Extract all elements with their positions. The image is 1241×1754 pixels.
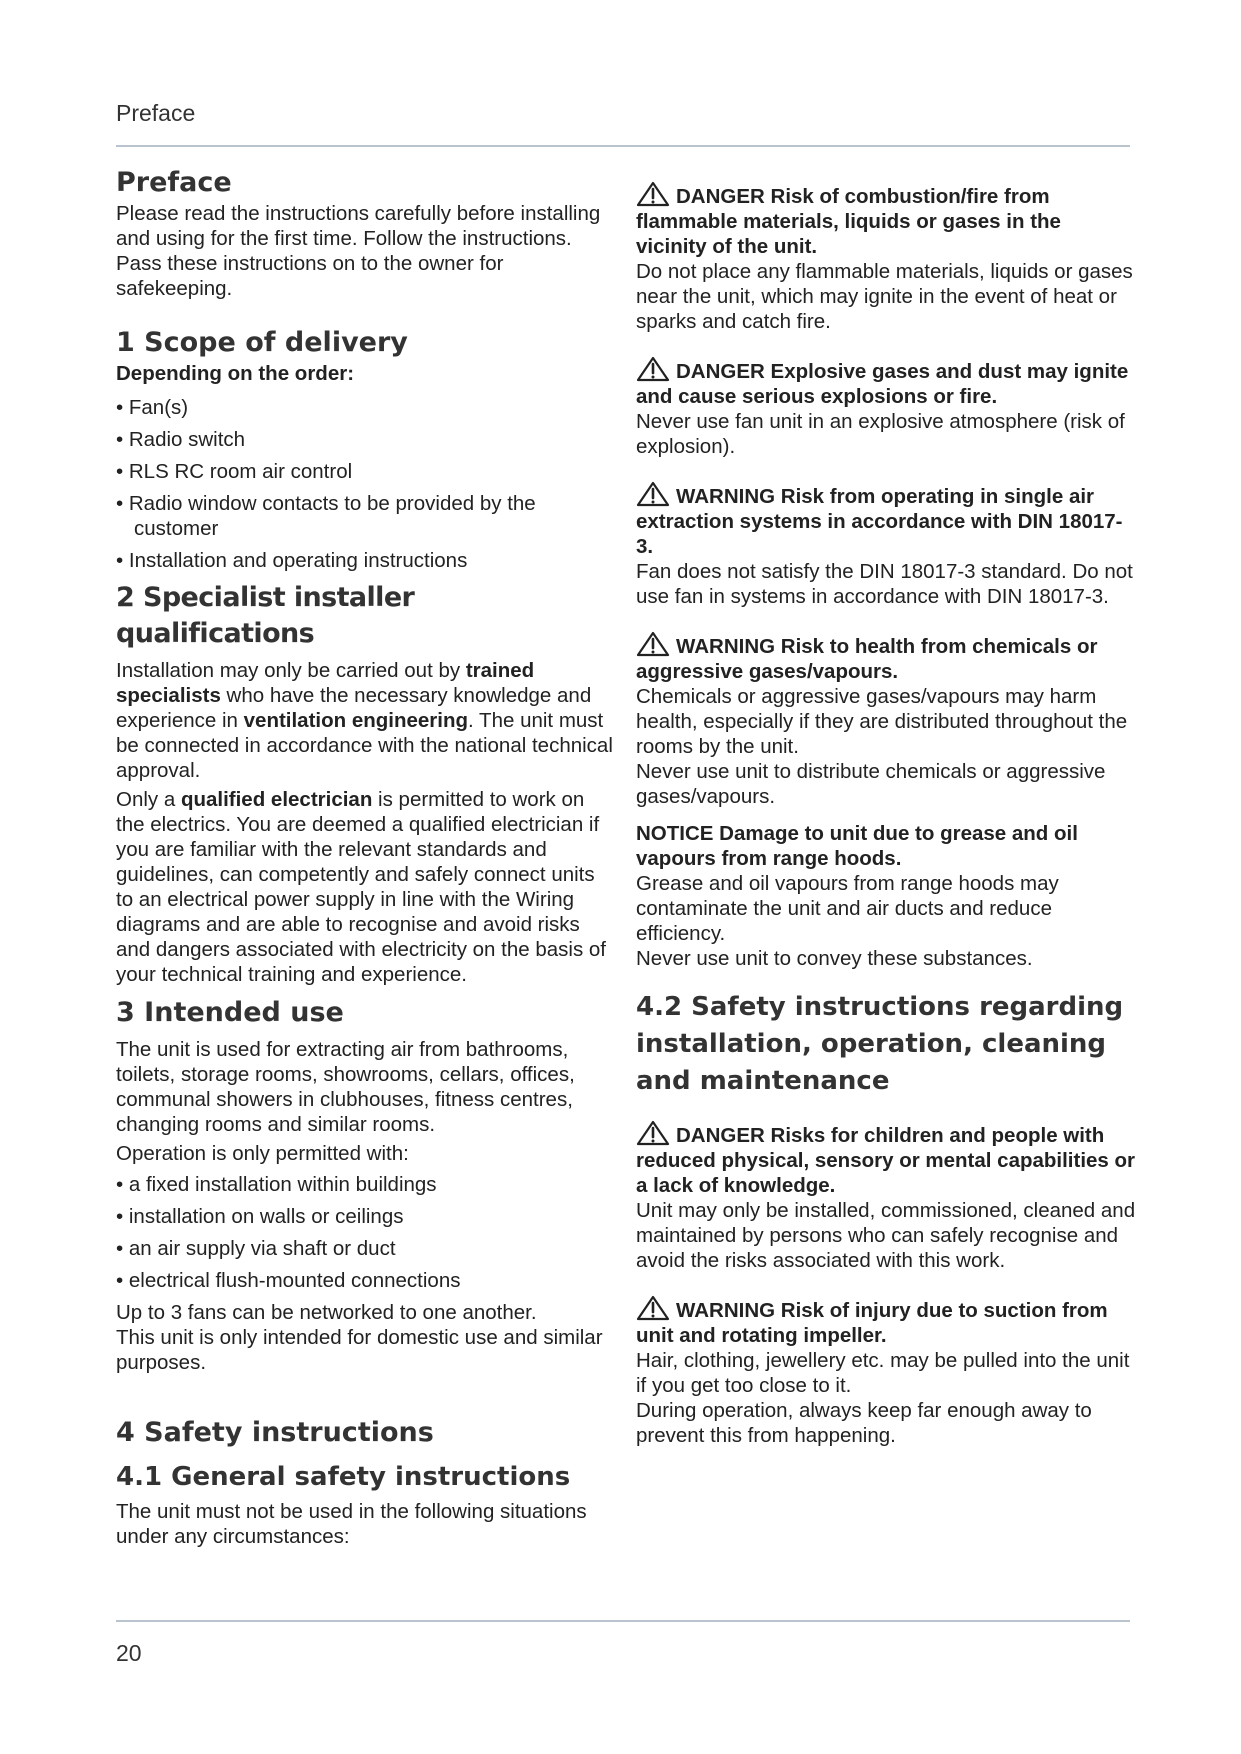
- list-item: • Radio window contacts to be provided by the customer: [116, 492, 536, 540]
- preface-text: Please read the instructions carefully before installing and using for the first time. Follow the instructions. Pass these instructions on to the owner for safekeeping.: [116, 202, 601, 300]
- warning-chemicals: [636, 631, 1136, 809]
- warning-din: [636, 481, 1136, 609]
- warning-triangle-icon: [636, 481, 670, 507]
- domestic-use-text: This unit is only intended for domestic use and similar purposes.: [116, 1326, 603, 1374]
- intended-use-list: [116, 1172, 616, 1293]
- general-safety-text: The unit must not be used in the following situations under any circumstances:: [116, 1500, 587, 1548]
- warning-text: Fan does not satisfy the DIN 18017-3 standard. Do not use fan in systems in accordance with DIN 18017-3.: [636, 560, 1133, 608]
- warning-suction: [636, 1295, 1136, 1448]
- list-item: • Radio switch: [116, 428, 246, 451]
- notice-text: Never use unit to convey these substances.: [636, 947, 1033, 970]
- danger-explosive: [636, 356, 1136, 459]
- warning-triangle-icon: [636, 1295, 670, 1321]
- scope-heading: 1 Scope of delivery: [116, 327, 408, 358]
- intended-use-heading: 3 Intended use: [116, 997, 344, 1028]
- list-item: • Installation and operating instructions: [116, 549, 468, 572]
- list-item: • Fan(s): [116, 396, 189, 419]
- warning-text: Never use unit to distribute chemicals or aggressive gases/vapours.: [636, 760, 1106, 808]
- qualifications-text-1: Installation may only be carried out by trained specialists who have the necessary knowledge and experience in ventilation engineering. The unit must be connected in accordance with the national technical approval.: [116, 659, 613, 782]
- list-item: • electrical flush-mounted connections: [116, 1269, 461, 1292]
- networking-text: Up to 3 fans can be networked to one another.: [116, 1301, 537, 1324]
- preface-heading: Preface: [116, 167, 232, 198]
- warning-title: WARNING Risk of injury due to suction from unit and rotating impeller.: [636, 1299, 1108, 1347]
- warning-triangle-icon: [636, 181, 670, 207]
- scope-list: [116, 395, 616, 573]
- right-column: [636, 165, 1136, 1448]
- warning-text: Never use fan unit in an explosive atmosphere (risk of explosion).: [636, 410, 1125, 458]
- danger-combustion: [636, 181, 1136, 334]
- list-item: • installation on walls or ceilings: [116, 1205, 404, 1228]
- notice-text: Grease and oil vapours from range hoods may contaminate the unit and air ducts and reduce efficiency.: [636, 872, 1059, 945]
- warning-title: WARNING Risk to health from chemicals or aggressive gases/vapours.: [636, 635, 1098, 683]
- warning-text: Chemicals or aggressive gases/vapours may harm health, especially if they are distributed throughout the rooms by the unit.: [636, 685, 1128, 758]
- warning-title: DANGER Risk of combustion/fire from flammable materials, liquids or gases in the vicinity of the unit.: [636, 185, 1061, 258]
- running-header: Preface: [116, 100, 196, 126]
- list-item: • a fixed installation within buildings: [116, 1173, 437, 1196]
- footer-rule: [116, 1620, 1130, 1622]
- list-item: • RLS RC room air control: [116, 460, 353, 483]
- warning-triangle-icon: [636, 631, 670, 657]
- warning-text: Hair, clothing, jewellery etc. may be pulled into the unit if you get too close to it.: [636, 1349, 1130, 1397]
- warning-text: Do not place any flammable materials, liquids or gases near the unit, which may ignite in the event of heat or sparks and catch fire.: [636, 260, 1133, 333]
- qualifications-text-2: Only a qualified electrician is permitted to work on the electrics. You are deemed a qualified electrician if you are familiar with the relevant standards and guidelines, can competently and safely connect units to an electrical power supply in line with the Wiring diagrams and are able to recognise and avoid risks and dangers associated with electricity on the basis of your technical training and experience.: [116, 788, 606, 986]
- warning-triangle-icon: [636, 356, 670, 382]
- page-number: 20: [116, 1640, 142, 1666]
- warning-triangle-icon: [636, 1120, 670, 1146]
- left-column: [116, 165, 616, 1549]
- danger-children: [636, 1120, 1136, 1273]
- warning-text: During operation, always keep far enough away to prevent this from happening.: [636, 1399, 1092, 1447]
- notice-title: NOTICE Damage to unit due to grease and oil vapours from range hoods.: [636, 822, 1078, 870]
- safety-4-2-heading: 4.2 Safety instructions regarding installation, operation, cleaning and maintenance: [636, 992, 1124, 1096]
- header-rule: [116, 145, 1130, 147]
- list-item: • an air supply via shaft or duct: [116, 1237, 396, 1260]
- general-safety-heading: 4.1 General safety instructions: [116, 1462, 571, 1492]
- qualifications-heading: 2 Specialist installer qualifications: [116, 582, 415, 649]
- notice-grease: [636, 821, 1136, 971]
- operation-permitted-text: Operation is only permitted with:: [116, 1142, 409, 1165]
- warning-title: WARNING Risk from operating in single air extraction systems in accordance with DIN 18017-3.: [636, 485, 1123, 558]
- intended-use-text: The unit is used for extracting air from bathrooms, toilets, storage rooms, showrooms, cellars, offices, communal showers in clubhouses, fitness centres, changing rooms and similar rooms.: [116, 1038, 575, 1136]
- warning-title: DANGER Explosive gases and dust may ignite and cause serious explosions or fire.: [636, 360, 1129, 408]
- safety-heading: 4 Safety instructions: [116, 1417, 434, 1448]
- warning-title: DANGER Risks for children and people with reduced physical, sensory or mental capabilities or a lack of knowledge.: [636, 1124, 1136, 1197]
- warning-text: Unit may only be installed, commissioned, cleaned and maintained by persons who can safely recognise and avoid the risks associated with this work.: [636, 1199, 1136, 1272]
- scope-subheading: Depending on the order:: [116, 362, 355, 385]
